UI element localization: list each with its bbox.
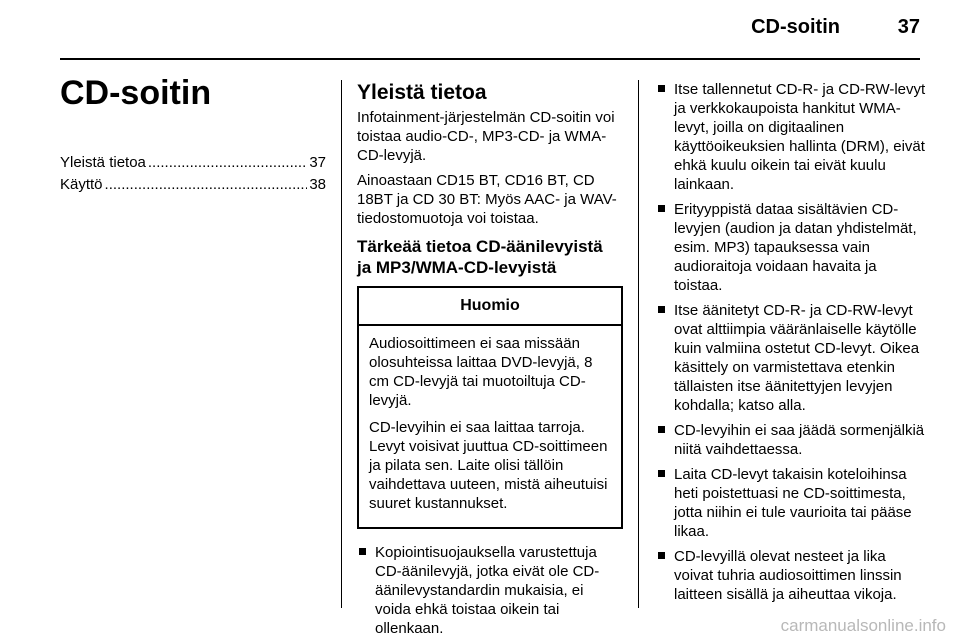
list-item <box>656 301 926 415</box>
bullet-square-icon <box>658 426 665 433</box>
column-2 <box>357 80 621 644</box>
toc-dot-leader <box>105 174 308 196</box>
notice-body <box>359 326 621 527</box>
list-item-text: Itse tallennetut CD-R- ja CD-RW-levyt ja verkkokaupoista hankitut WMA-levyt, joilla on digitaalinen käyttöoikeuksien hallinta (DRM), eivät ehkä kuulu oikein tai eivät kuulu lainkaan. <box>674 81 926 193</box>
bullet-square-icon <box>658 470 665 477</box>
watermark: carmanualsonline.info <box>780 616 946 635</box>
list-item <box>656 200 926 295</box>
list-item-text: Kopiointisuojauksella varustettuja CD-äänilevyjä, jotka eivät ole CD-äänilevystandardin mukaisia, ei voida ehkä toistaa oikein tai ollenkaan. <box>375 544 600 637</box>
table-of-contents <box>60 152 326 196</box>
toc-entry-page: 37 <box>309 154 326 171</box>
bullet-square-icon <box>658 205 665 212</box>
paragraph: Infotainment-järjestelmän CD-soitin voi toistaa audio-CD-, MP3-CD- ja WMA-CD-levyjä. <box>357 109 615 164</box>
toc-entry[interactable] <box>60 152 326 174</box>
notice-heading: Huomio <box>359 288 621 326</box>
page-number: 37 <box>897 16 920 38</box>
list-item <box>656 465 926 541</box>
list-item-text: Erityyppistä dataa sisältävien CD-levyjen (audion ja datan yhdistelmät, esim. MP3) tapauksessa vain audioraitoja voidaan havaita ja toistaa. <box>674 201 917 294</box>
list-item-text: Itse äänitetyt CD-R- ja CD-RW-levyt ovat alttiimpia vääränlaiselle käytölle kuin valmiina ostetut CD-levyt. Oikea käsittely on varmistettava etenkin tällaisten itse äänitettyjen levyjen kohdalla; katso alla. <box>674 302 920 414</box>
toc-entry-label: Yleistä tietoa <box>60 154 146 171</box>
bullet-square-icon <box>658 552 665 559</box>
bullet-square-icon <box>658 85 665 92</box>
toc-entry[interactable] <box>60 174 326 196</box>
bullet-square-icon <box>359 548 366 555</box>
column-divider-2 <box>638 80 639 608</box>
subsection-title: Tärkeää tietoa CD-äänilevyistä ja MP3/WMA-CD-levyistä <box>357 237 603 277</box>
toc-entry-page: 38 <box>309 176 326 193</box>
notice-box <box>357 286 623 529</box>
list-item-text: CD-levyihin ei saa jäädä sormenjälkiä niitä vaihdettaessa. <box>674 422 925 458</box>
toc-entry-label: Käyttö <box>60 176 103 193</box>
list-item-text: Laita CD-levyt takaisin koteloihinsa heti poistettuasi ne CD-soittimesta, jotta niihin ei tule vaurioita tai pääse likaa. <box>674 466 912 540</box>
column-divider-1 <box>341 80 342 608</box>
chapter-title: CD-soitin <box>60 74 212 112</box>
list-item-text: CD-levyillä olevat nesteet ja lika voivat tuhria audiosoittimen linssin laitteen sisällä ja aiheuttaa vikoja. <box>674 548 902 603</box>
list-item <box>656 421 926 459</box>
list-item <box>656 80 926 194</box>
notice-paragraph: Audiosoittimeen ei saa missään olosuhteissa laittaa DVD-levyjä, 8 cm CD-levyjä tai muotoiltuja CD-levyjä. <box>369 335 593 409</box>
notice-paragraph: CD-levyihin ei saa laittaa tarroja. Levyt voisivat juuttua CD-soittimeen ja pilata sen. Laite olisi tällöin vaihdettava uuteen, mistä aiheutuisi suuret kustannukset. <box>369 419 608 512</box>
list-item <box>357 543 621 638</box>
list-item <box>656 547 926 604</box>
header-rule <box>60 58 920 60</box>
page-header-title: CD-soitin <box>751 16 840 38</box>
section-title: Yleistä tietoa <box>357 81 487 104</box>
paragraph: Ainoastaan CD15 BT, CD16 BT, CD 18BT ja CD 30 BT: Myös AAC- ja WAV-tiedostomuotoja voi toistaa. <box>357 172 617 227</box>
column-3 <box>656 80 926 610</box>
bullet-square-icon <box>658 306 665 313</box>
toc-dot-leader <box>148 152 307 174</box>
